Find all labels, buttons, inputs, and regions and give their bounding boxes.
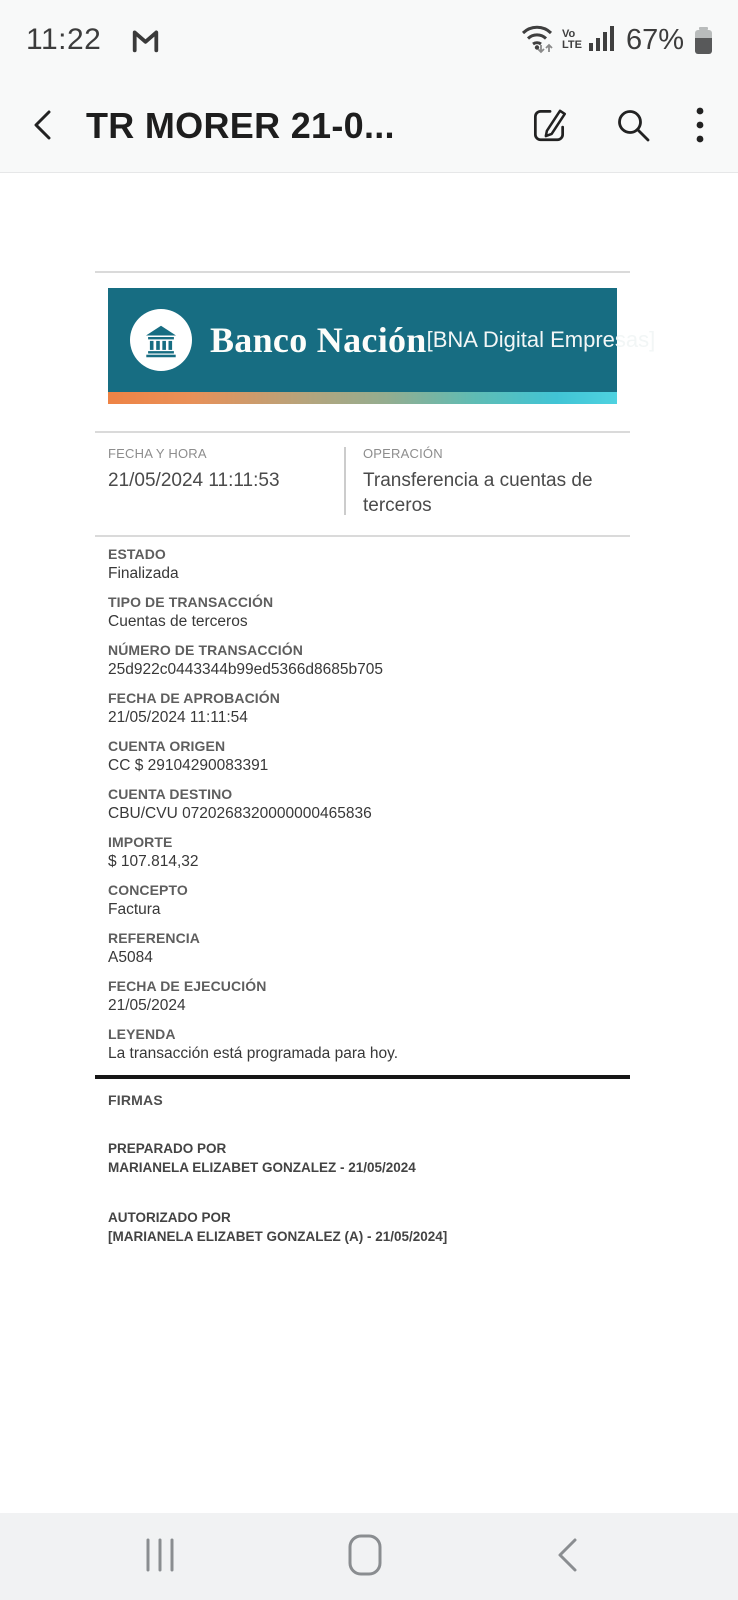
field-value: CBU/CVU 0720268320000000465836	[108, 805, 372, 822]
signature-value: [MARIANELA ELIZABET GONZALEZ (A) - 21/05/2024]	[108, 1228, 448, 1244]
field-value: Finalizada	[108, 565, 179, 582]
operation-cell	[346, 446, 614, 521]
recents-button[interactable]	[145, 1537, 175, 1576]
search-button[interactable]	[614, 106, 652, 147]
status-time: 11:22	[26, 23, 102, 56]
signatures-heading: FIRMAS	[108, 1091, 163, 1108]
edit-icon	[528, 104, 570, 149]
top-divider	[95, 271, 630, 273]
bank-name: Banco Nación	[210, 320, 427, 360]
field-value: A5084	[108, 949, 153, 966]
battery-percent: 67%	[625, 23, 684, 56]
field-value: 25d922c0443344b99ed5366d8685b705	[108, 661, 383, 678]
field-label: FECHA DE APROBACIÓN	[108, 690, 280, 706]
operation-label: OPERACIÓN	[363, 446, 443, 461]
field-label: CUENTA ORIGEN	[108, 738, 226, 754]
field-label: TIPO DE TRANSACCIÓN	[108, 594, 274, 610]
overflow-menu-button[interactable]	[696, 107, 704, 146]
receipt-field	[108, 641, 630, 680]
datetime-cell	[108, 446, 344, 521]
signature-label: AUTORIZADO POR	[108, 1209, 231, 1225]
datetime-value: 21/05/2024 11:11:53	[108, 470, 280, 491]
signatures-divider	[95, 1075, 630, 1079]
nav-back-button[interactable]	[554, 1536, 580, 1577]
banner-gradient-stripe	[108, 392, 617, 404]
signatures-section	[95, 1092, 630, 1246]
field-label: IMPORTE	[108, 834, 173, 850]
bank-header-banner	[108, 288, 656, 404]
nav-back-icon	[554, 1536, 580, 1577]
receipt-field	[108, 737, 630, 776]
field-label: NÚMERO DE TRANSACCIÓN	[108, 642, 303, 658]
receipt-fields	[95, 537, 630, 1064]
app-bar	[0, 80, 738, 173]
operation-value: Transferencia a cuentas de terceros	[363, 470, 593, 516]
edit-button[interactable]	[528, 104, 570, 149]
datetime-label: FECHA Y HORA	[108, 446, 207, 461]
receipt-field	[108, 593, 630, 632]
volte-indicator: Vo LTE	[561, 28, 582, 51]
field-label: CUENTA DESTINO	[108, 786, 233, 802]
field-value: CC $ 29104290083391	[108, 757, 269, 774]
summary-row	[95, 433, 630, 521]
overflow-menu-icon	[696, 107, 704, 146]
home-icon	[347, 1533, 383, 1580]
receipt-field	[108, 929, 630, 968]
receipt-field	[108, 785, 630, 824]
back-icon	[28, 106, 58, 147]
app-bar-actions	[528, 104, 704, 149]
receipt-field	[108, 1025, 630, 1064]
field-value: 21/05/2024	[108, 997, 186, 1014]
signature-items	[108, 1140, 630, 1246]
field-value: $ 107.814,32	[108, 853, 199, 870]
field-value: 21/05/2024 11:11:54	[108, 709, 248, 726]
status-bar	[0, 0, 738, 80]
banco-nacion-logo	[130, 309, 192, 371]
back-button[interactable]	[28, 106, 58, 147]
receipt-field	[108, 977, 630, 1016]
document-title: TR MORER 21-0...	[86, 105, 395, 146]
field-label: REFERENCIA	[108, 930, 201, 946]
signature-item	[108, 1140, 630, 1177]
field-label: CONCEPTO	[108, 882, 188, 898]
home-button[interactable]	[347, 1533, 383, 1580]
bank-product-label: [BNA Digital Empresas]	[426, 327, 656, 352]
receipt-field	[108, 545, 630, 584]
gmail-notification-icon	[131, 27, 160, 54]
signature-item	[108, 1209, 630, 1246]
search-icon	[614, 106, 652, 147]
pdf-receipt[interactable]	[95, 173, 656, 1246]
signature-value: MARIANELA ELIZABET GONZALEZ - 21/05/2024	[108, 1159, 416, 1175]
field-label: FECHA DE EJECUCIÓN	[108, 978, 267, 994]
receipt-field	[108, 689, 630, 728]
field-value: Cuentas de terceros	[108, 613, 248, 630]
signal-strength-icon	[589, 25, 617, 56]
android-nav-bar	[0, 1513, 738, 1600]
wifi-icon	[519, 21, 555, 60]
status-indicators	[519, 21, 712, 60]
field-value: Factura	[108, 901, 161, 918]
battery-icon	[695, 27, 712, 54]
signature-label: PREPARADO POR	[108, 1140, 227, 1156]
recents-icon	[145, 1537, 175, 1576]
field-label: ESTADO	[108, 546, 166, 562]
field-label: LEYENDA	[108, 1026, 176, 1042]
receipt-field	[108, 833, 630, 872]
field-value: La transacción está programada para hoy.	[108, 1045, 399, 1062]
receipt-field	[108, 881, 630, 920]
